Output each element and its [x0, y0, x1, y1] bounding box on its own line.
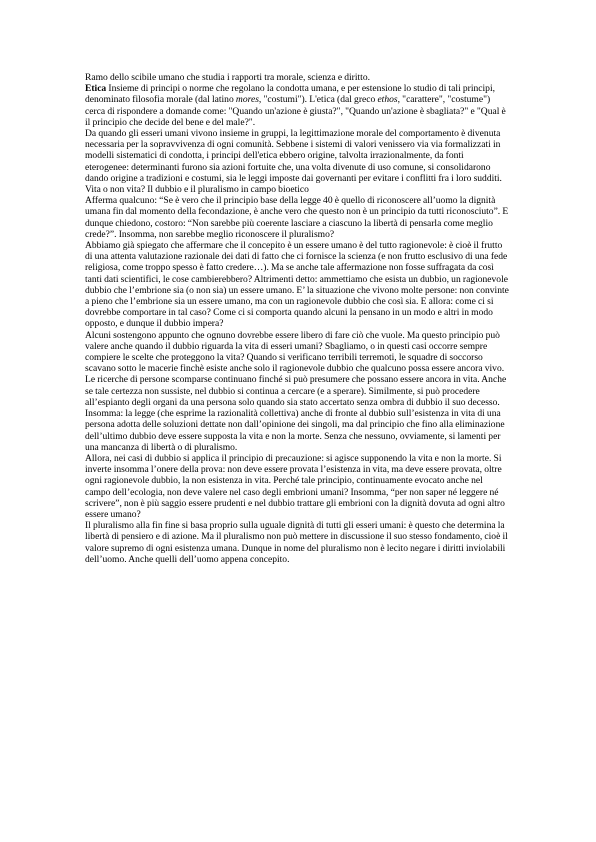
paragraph-history: Da quando gli esseri umani vivono insieme in gruppi, la legittimazione morale del comportamento è divenuta necessaria per la sopravvivenza di ogni comunità. Sebbene i sistemi di valori venissero via via formalizzati in modelli sistematici di condotta, i principi dell'etica ebbero origine, talvolta irrazionalmente, da fonti eterogenee: determinanti furono sia azioni fortuite che, una volta divenute di uso comune, si consolidarono dando origine a tradizioni e costumi, sia le leggi imposte dai governanti per evitare i conflitti fra i loro sudditi.	[85, 128, 502, 184]
intro-line: Ramo dello scibile umano che studia i rapporti tra morale, scienza e diritto.	[85, 72, 370, 83]
etica-text-3: , "carattere", "costume") cerca di rispondere a domande come: "Quando un'azione è giusta?", "Quando un'azione è sbagliata?" e "Qual è il principio che decide del bene e del male?".	[85, 94, 506, 128]
paragraph-pluralism: Il pluralismo alla fin fine si basa proprio sulla uguale dignità di tutti gli esseri umani: è questo che determina la libertà di pensiero e di azione. Ma il pluralismo non può mettere in discussione il suo stesso fondamento, cioè il valore supremo di ogni esistenza umana. Dunque in nome del pluralismo non è lecito negare i diritti inviolabili dell’uomo. Anche quelli dell’uomo appena concepito.	[85, 520, 508, 565]
etica-text-1: Insieme di principi o norme che regolano la condotta umana, e per estensione lo studio di tali principi, denominato filosofia morale (dal latino	[85, 83, 495, 106]
section-heading: Vita o non vita? Il dubbio e il pluralismo in campo bioetico	[85, 184, 309, 196]
paragraph-quote: Afferma qualcuno: “Se è vero che il principio base della legge 40 è quello di riconoscere all’uomo la dignità umana fin dal momento della fecondazione, è anche vero che questo non è un principio da tutti riconosciuto”. E dunque chiedono, costoro: “Non sarebbe più coerente lasciare a ciascuno la libertà di pensarla come meglio crede?”. Insomma, non sarebbe meglio riconoscere il pluralismo?	[85, 195, 509, 240]
greek-word: ethos	[377, 94, 398, 106]
etica-text-2: , "costumi"). L'etica (dal greco	[258, 94, 378, 106]
paragraph-doubt: Abbiamo già spiegato che affermare che il concepito è un essere umano è del tutto ragionevole: è cioè il frutto di una attenta valutazione razionale dei dati di fatto che ci fornisce la scienza (e non frutto esclusivo di una fede religiosa, come troppo spesso è fatto credere…). Ma se anche tale affermazione non fosse suffragata da così tanti dati scientifici, le cose cambierebbero? Altrimenti detto: ammettiamo che esista un dubbio, un ragionevole dubbio che l’embrione sia (o non sia) un essere umano. E’ la situazione che vivono molte persone: non convinte a pieno che l’embrione sia un essere umano, ma con un ragionevole dubbio che così sia. E allora: come ci si dovrebbe comportare in tal caso? Come ci si comporta quando alcuni la pensano in un modo e altri in modo opposto, e dunque il dubbio impera?	[85, 240, 509, 330]
document-page	[85, 72, 509, 565]
latin-word: mores	[235, 94, 259, 106]
etica-definition	[85, 83, 509, 128]
etica-term: Etica	[85, 83, 107, 95]
paragraph-freedom: Alcuni sostengono appunto che ognuno dovrebbe essere libero di fare ciò che vuole. Ma questo principio può valere anche quando il dubbio riguarda la vita di esseri umani? Sbagliamo, o in questi casi occorre sempre compiere le scelte che proteggono la vita? Quando si verificano terribili terremoti, le squadre di soccorso scavano sotto le macerie finchè esiste anche solo il ragionevole dubbio che qualcuno possa essere ancora vivo. Le ricerche di persone scomparse continuano finché si può presumere che possano essere ancora in vita. Anche se tale certezza non sussiste, nel dubbio si continua a cercare (e a sperare). Similmente, si può procedere all’espianto degli organi da una persona solo quando sia stato accertato senza ombra di dubbio il suo decesso. Insomma: la legge (che esprime la razionalità collettiva) anche di fronte al dubbio sull’esistenza in vita di una persona adotta delle soluzioni dettate non dall’opinione dei singoli, ma dal principio che fino alla eliminazione dell’ultimo dubbio deve essere supposta la vita e non la morte. Senza che nessuno, ovviamente, si lamenti per una mancanza di libertà o di pluralismo.	[85, 329, 507, 453]
paragraph-precaution: Allora, nei casi di dubbio si applica il principio di precauzione: si agisce supponendo la vita e non la morte. Si inverte insomma l’onere della prova: non deve essere provata l’esistenza in vita, ma deve essere provata, oltre ogni ragionevole dubbio, la non esistenza in vita. Perché tale principio, continuamente evocato anche nel campo dell’ecologia, non deve valere nel caso degli embrioni umani? Insomma, “per non saper né leggere né scrivere”, non è più saggio essere prudenti e nel dubbio trattare gli embrioni con la dignità dovuta ad ogni altro essere umano?	[85, 452, 505, 520]
